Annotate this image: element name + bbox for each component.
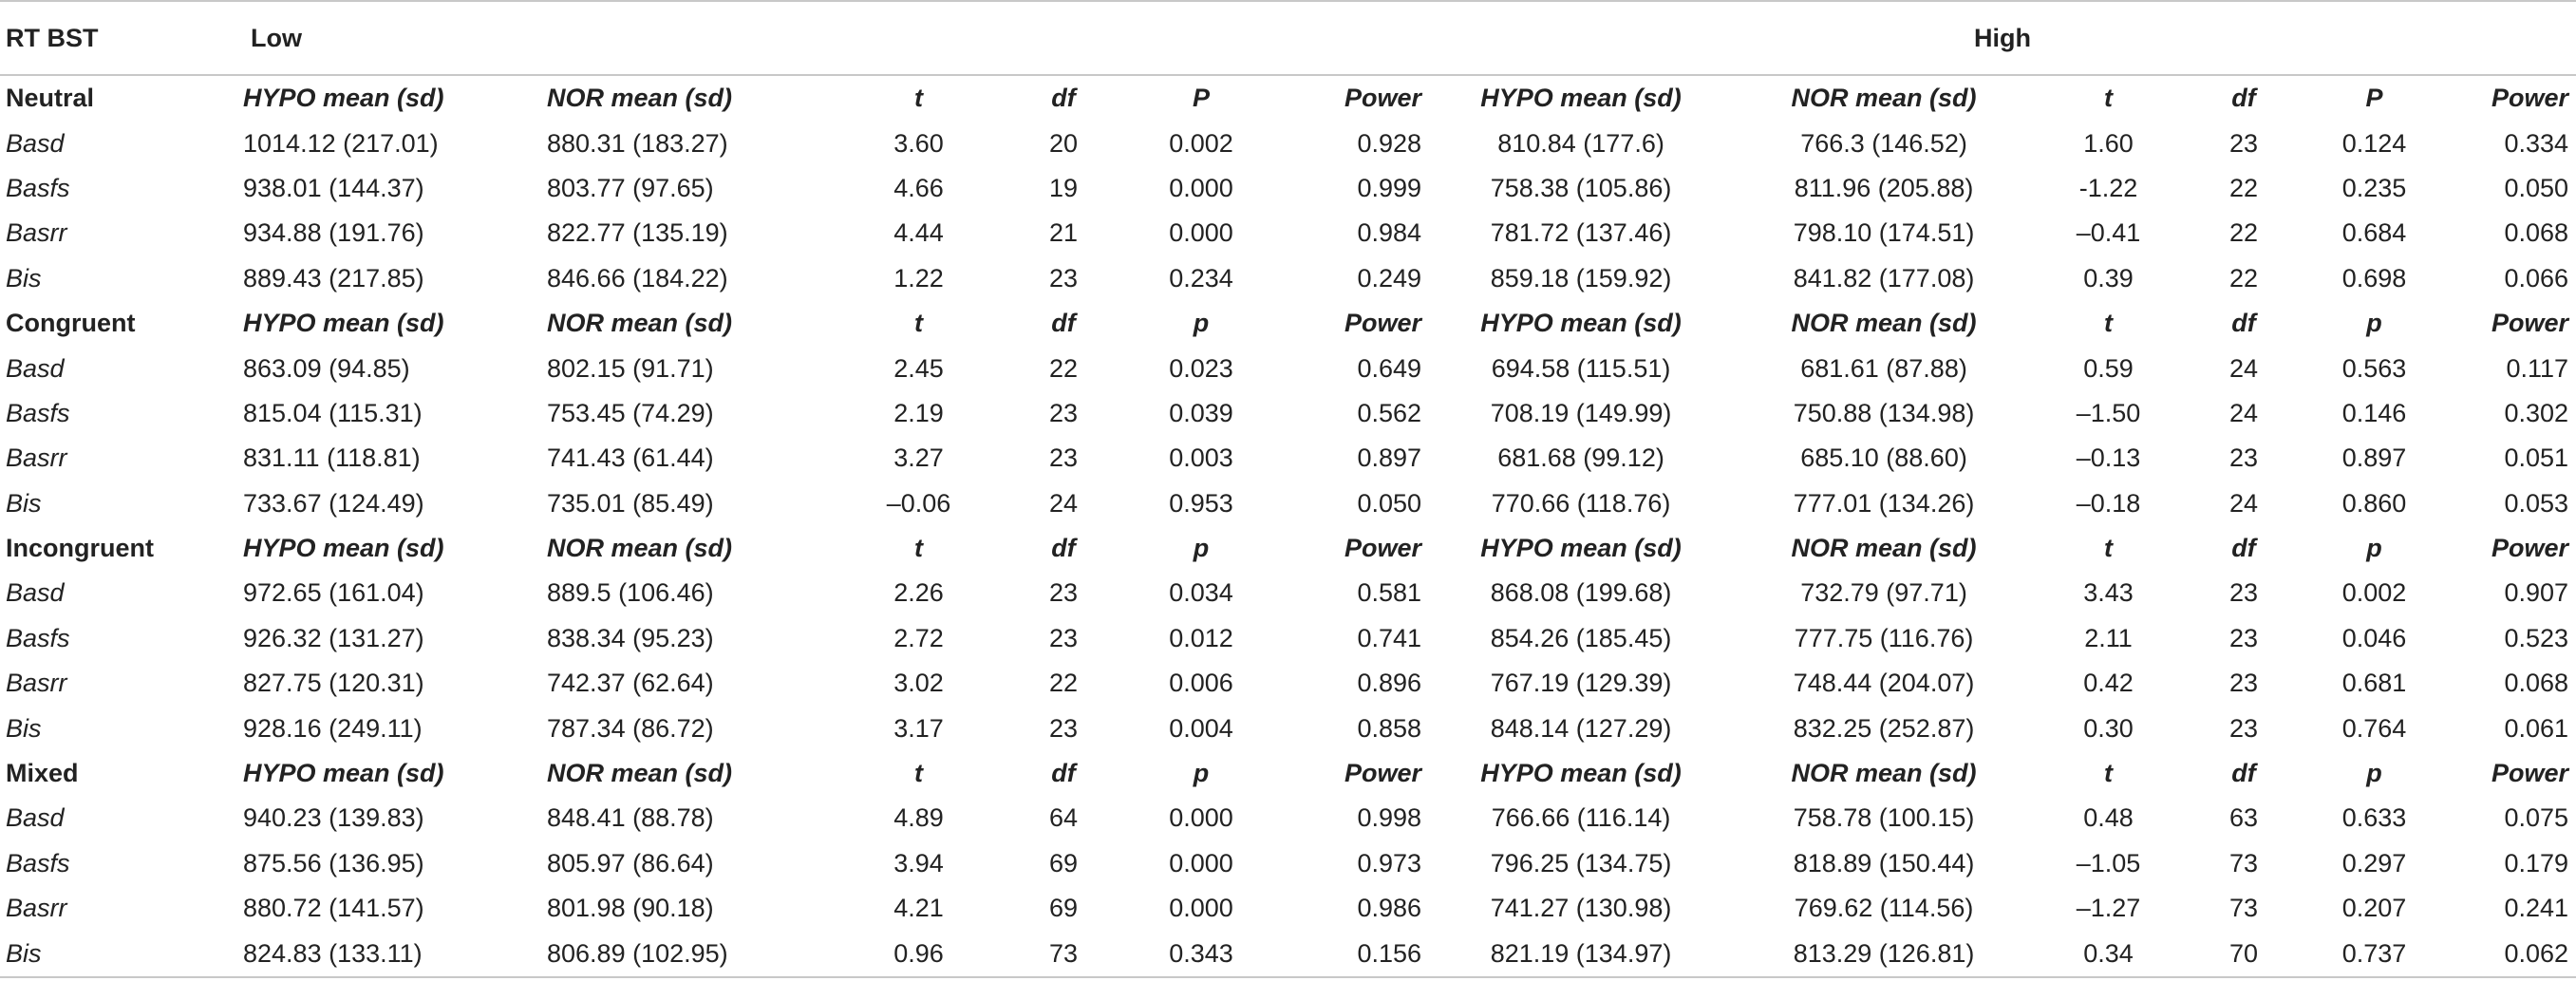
table-cell: 4.44 bbox=[893, 218, 944, 248]
table-cell: 0.897 bbox=[1357, 443, 1422, 473]
table-cell: 681.68 (99.12) bbox=[1497, 443, 1664, 473]
table-cell: 0.000 bbox=[1169, 218, 1233, 248]
table-cell: 889.43 (217.85) bbox=[243, 263, 424, 292]
row-label: Basd bbox=[6, 803, 65, 833]
table-cell: 0.737 bbox=[2305, 931, 2443, 976]
column-header: Power bbox=[1344, 84, 1422, 113]
table-row bbox=[0, 346, 2576, 390]
table-cell: 748.44 (204.07) bbox=[1793, 669, 1975, 698]
table-cell: 0.002 bbox=[1169, 128, 1233, 158]
section-header-row bbox=[0, 75, 2576, 121]
table-cell: 940.23 (139.83) bbox=[243, 803, 424, 833]
table-cell: 0.146 bbox=[2341, 398, 2407, 427]
table-cell: 681.61 (87.88) bbox=[1800, 353, 1967, 383]
table-cell: 0.000 bbox=[1169, 173, 1233, 202]
column-header: df bbox=[2231, 534, 2256, 563]
table-cell: 818.89 (150.44) bbox=[1793, 848, 1975, 877]
table-cell: 0.986 bbox=[1357, 894, 1422, 923]
row-label: Bis bbox=[6, 263, 42, 292]
table-cell: 815.04 (115.31) bbox=[243, 398, 423, 427]
table-cell: 0.234 bbox=[1169, 263, 1233, 292]
table-cell: 0.075 bbox=[2504, 803, 2569, 833]
table-cell: 0.30 bbox=[2083, 713, 2134, 743]
table-cell: 767.19 (129.39) bbox=[1490, 669, 1672, 698]
table-cell: 0.96 bbox=[845, 931, 992, 976]
table-cell: 24 bbox=[2229, 488, 2259, 518]
table-cell: 0.897 bbox=[2341, 443, 2407, 473]
table-cell: 750.88 (134.98) bbox=[1793, 398, 1975, 427]
table-cell: 23 bbox=[2229, 578, 2259, 608]
section-title: Incongruent bbox=[6, 534, 154, 563]
table-cell: 1.22 bbox=[893, 263, 944, 292]
column-header: NOR mean (sd) bbox=[547, 84, 733, 113]
table-cell: 23 bbox=[2229, 128, 2259, 158]
table-cell: 23 bbox=[1048, 443, 1079, 473]
column-header: df bbox=[1051, 759, 1076, 788]
table-cell: 806.89 (102.95) bbox=[541, 931, 845, 976]
table-cell: 2.45 bbox=[893, 353, 944, 383]
table-cell: 766.3 (146.52) bbox=[1800, 128, 1967, 158]
table-cell: 23 bbox=[1048, 398, 1079, 427]
table-cell: 0.156 bbox=[1268, 931, 1429, 976]
table-cell: 0.860 bbox=[2341, 488, 2407, 518]
table-cell: 972.65 (161.04) bbox=[243, 578, 424, 608]
row-label: Basd bbox=[6, 128, 65, 158]
column-header: df bbox=[2231, 84, 2256, 113]
table-cell: 758.38 (105.86) bbox=[1490, 173, 1672, 202]
table-cell: 73 bbox=[2229, 894, 2259, 923]
table-cell: 0.004 bbox=[1169, 713, 1233, 743]
table-row bbox=[0, 931, 2576, 976]
column-header: p bbox=[2366, 309, 2382, 338]
high-group-header: High bbox=[1429, 1, 2576, 75]
table-cell: 0.741 bbox=[1357, 623, 1422, 652]
table-cell: 803.77 (97.65) bbox=[547, 173, 714, 202]
table-cell: 0.050 bbox=[1357, 488, 1422, 518]
column-header: NOR mean (sd) bbox=[1791, 84, 1977, 113]
table-cell: 777.01 (134.26) bbox=[1793, 488, 1975, 518]
table-cell: 769.62 (114.56) bbox=[1794, 894, 1974, 923]
column-header: t bbox=[2104, 534, 2114, 563]
column-header: df bbox=[1051, 534, 1076, 563]
table-cell: –1.05 bbox=[2076, 848, 2141, 877]
section-header-row bbox=[0, 526, 2576, 571]
table-cell: 741.43 (61.44) bbox=[547, 443, 714, 473]
column-header: p bbox=[2366, 534, 2382, 563]
table-cell: 0.046 bbox=[2341, 623, 2407, 652]
row-label: Bis bbox=[6, 488, 42, 518]
table-cell: 0.235 bbox=[2341, 173, 2407, 202]
table-cell: 23 bbox=[1048, 623, 1079, 652]
row-label: Basfs bbox=[6, 848, 70, 877]
section-title: Congruent bbox=[6, 309, 136, 338]
table-cell: 0.012 bbox=[1169, 623, 1233, 652]
column-header: t bbox=[914, 309, 923, 338]
table-cell: 0.928 bbox=[1357, 128, 1422, 158]
table-cell: 0.000 bbox=[1169, 894, 1233, 923]
table-cell: 0.523 bbox=[2504, 623, 2569, 652]
table-cell: 0.051 bbox=[2504, 443, 2569, 473]
table-cell: 69 bbox=[1048, 894, 1079, 923]
table-cell: 848.14 (127.29) bbox=[1490, 713, 1672, 743]
table-cell: 24 bbox=[2229, 353, 2259, 383]
table-cell: 889.5 (106.46) bbox=[547, 578, 714, 608]
row-label: Bis bbox=[6, 713, 42, 743]
table-cell: 846.66 (184.22) bbox=[547, 263, 728, 292]
column-header: HYPO mean (sd) bbox=[243, 84, 444, 113]
table-cell: 801.98 (90.18) bbox=[547, 894, 714, 923]
table-cell: 926.32 (131.27) bbox=[243, 623, 424, 652]
table-cell: 0.334 bbox=[2504, 128, 2569, 158]
section-title: Mixed bbox=[6, 759, 79, 788]
table-cell: 827.75 (120.31) bbox=[243, 669, 424, 698]
table-row bbox=[0, 571, 2576, 615]
table-cell: 811.96 (205.88) bbox=[1794, 173, 1974, 202]
table-cell: 20 bbox=[1048, 128, 1079, 158]
table-cell: 0.053 bbox=[2504, 488, 2569, 518]
column-header: Power bbox=[2491, 309, 2569, 338]
table-cell: 0.984 bbox=[1357, 218, 1422, 248]
column-header: NOR mean (sd) bbox=[1791, 534, 1977, 563]
row-label: Basfs bbox=[6, 623, 70, 652]
table-header-row bbox=[0, 1, 2576, 75]
table-cell: 0.34 bbox=[2035, 931, 2182, 976]
column-header: P bbox=[2365, 84, 2383, 113]
table-row bbox=[0, 481, 2576, 526]
table-cell: 0.39 bbox=[2083, 263, 2134, 292]
table-cell: 0.48 bbox=[2083, 803, 2134, 833]
table-cell: 0.002 bbox=[2341, 578, 2407, 608]
column-header: HYPO mean (sd) bbox=[1480, 84, 1682, 113]
table-cell: 0.563 bbox=[2341, 353, 2407, 383]
table-cell: 934.88 (191.76) bbox=[243, 218, 424, 248]
table-cell: 781.72 (137.46) bbox=[1490, 218, 1672, 248]
table-cell: –0.41 bbox=[2076, 218, 2141, 248]
column-header: NOR mean (sd) bbox=[547, 759, 733, 788]
table-cell: 787.34 (86.72) bbox=[547, 713, 714, 743]
table-cell: 841.82 (177.08) bbox=[1793, 263, 1975, 292]
table-cell: –0.13 bbox=[2076, 443, 2141, 473]
table-cell: 24 bbox=[2229, 398, 2259, 427]
section-title: Neutral bbox=[6, 84, 95, 113]
row-label: Basfs bbox=[6, 398, 70, 427]
table-cell: 822.77 (135.19) bbox=[547, 218, 728, 248]
table-cell: 0.000 bbox=[1169, 848, 1233, 877]
table-cell: 938.01 (144.37) bbox=[243, 173, 424, 202]
column-header: Power bbox=[2491, 84, 2569, 113]
table-cell: 3.02 bbox=[893, 669, 944, 698]
column-header: P bbox=[1192, 84, 1210, 113]
column-header: Power bbox=[1344, 759, 1422, 788]
column-header: df bbox=[1051, 84, 1076, 113]
table-row bbox=[0, 661, 2576, 706]
table-cell: 777.75 (116.76) bbox=[1794, 623, 1974, 652]
column-header: Power bbox=[1344, 534, 1422, 563]
table-cell: 813.29 (126.81) bbox=[1733, 931, 2035, 976]
table-cell: 0.061 bbox=[2504, 713, 2569, 743]
column-header: df bbox=[1051, 309, 1076, 338]
table-cell: 848.41 (88.78) bbox=[547, 803, 714, 833]
table-cell: 3.43 bbox=[2083, 578, 2134, 608]
table-cell: 0.068 bbox=[2504, 669, 2569, 698]
table-cell: 63 bbox=[2229, 803, 2259, 833]
column-header: t bbox=[2104, 309, 2114, 338]
table-row bbox=[0, 391, 2576, 436]
table-cell: 824.83 (133.11) bbox=[237, 931, 541, 976]
table-cell: 0.066 bbox=[2504, 263, 2569, 292]
table-cell: 741.27 (130.98) bbox=[1490, 894, 1672, 923]
table-cell: 0.633 bbox=[2341, 803, 2407, 833]
table-cell: 735.01 (85.49) bbox=[547, 488, 714, 518]
column-header: t bbox=[2104, 759, 2114, 788]
table-cell: 753.45 (74.29) bbox=[547, 398, 714, 427]
table-cell: 0.062 bbox=[2443, 931, 2576, 976]
table-cell: 0.297 bbox=[2341, 848, 2407, 877]
table-cell: 796.25 (134.75) bbox=[1490, 848, 1672, 877]
table-cell: 22 bbox=[2229, 218, 2259, 248]
row-label: Basrr bbox=[6, 218, 67, 248]
table-cell: 880.31 (183.27) bbox=[547, 128, 728, 158]
table-cell: 732.79 (97.71) bbox=[1800, 578, 1967, 608]
column-header: HYPO mean (sd) bbox=[1480, 534, 1682, 563]
table-cell: 821.19 (134.97) bbox=[1429, 931, 1733, 976]
table-cell: 3.94 bbox=[893, 848, 944, 877]
table-cell: 0.858 bbox=[1357, 713, 1422, 743]
table-cell: 0.343 bbox=[1135, 931, 1268, 976]
table-cell: 0.241 bbox=[2504, 894, 2569, 923]
table-cell: 0.034 bbox=[1169, 578, 1233, 608]
row-label: Basrr bbox=[6, 669, 67, 698]
table-cell: 0.581 bbox=[1357, 578, 1422, 608]
table-cell: -1.22 bbox=[2078, 173, 2138, 202]
table-cell: 4.66 bbox=[893, 173, 944, 202]
table-cell: 0.42 bbox=[2083, 669, 2134, 698]
table-cell: 770.66 (118.76) bbox=[1491, 488, 1671, 518]
table-cell: 708.19 (149.99) bbox=[1490, 398, 1672, 427]
table-cell: 810.84 (177.6) bbox=[1497, 128, 1664, 158]
table-cell: 73 bbox=[2229, 848, 2259, 877]
table-row bbox=[0, 796, 2576, 840]
table-cell: 0.068 bbox=[2504, 218, 2569, 248]
table-cell: 0.179 bbox=[2504, 848, 2569, 877]
table-cell: 863.09 (94.85) bbox=[243, 353, 410, 383]
table-cell: 766.66 (116.14) bbox=[1491, 803, 1671, 833]
table-cell: 758.78 (100.15) bbox=[1793, 803, 1975, 833]
table-cell: 0.649 bbox=[1357, 353, 1422, 383]
table-cell: 875.56 (136.95) bbox=[243, 848, 424, 877]
column-header: p bbox=[1193, 309, 1210, 338]
column-header: df bbox=[2231, 309, 2256, 338]
table-cell: 22 bbox=[1048, 669, 1079, 698]
corner-header: RT BST bbox=[0, 1, 237, 75]
table-cell: 3.27 bbox=[893, 443, 944, 473]
table-cell: 0.050 bbox=[2504, 173, 2569, 202]
table-cell: 694.58 (115.51) bbox=[1491, 353, 1671, 383]
table-row bbox=[0, 436, 2576, 481]
table-cell: 1014.12 (217.01) bbox=[243, 128, 439, 158]
column-header: Power bbox=[2491, 534, 2569, 563]
table-cell: –0.06 bbox=[886, 488, 951, 518]
column-header: t bbox=[914, 759, 923, 788]
table-cell: 0.000 bbox=[1169, 803, 1233, 833]
table-cell: 2.11 bbox=[2084, 623, 2133, 652]
table-cell: 0.973 bbox=[1357, 848, 1422, 877]
table-cell: 0.117 bbox=[2506, 353, 2569, 383]
table-cell: 21 bbox=[1048, 218, 1079, 248]
table-row bbox=[0, 616, 2576, 661]
table-cell: 0.764 bbox=[2341, 713, 2407, 743]
column-header: Power bbox=[2491, 759, 2569, 788]
table-cell: 0.907 bbox=[2504, 578, 2569, 608]
table-cell: 4.21 bbox=[893, 894, 944, 923]
column-header: p bbox=[1193, 759, 1210, 788]
table-row bbox=[0, 841, 2576, 886]
table-cell: 23 bbox=[1048, 713, 1079, 743]
table-cell: 1.60 bbox=[2083, 128, 2134, 158]
table-cell: 0.006 bbox=[1169, 669, 1233, 698]
table-cell: 0.003 bbox=[1169, 443, 1233, 473]
column-header: Power bbox=[1344, 309, 1422, 338]
column-header: NOR mean (sd) bbox=[547, 309, 733, 338]
table-cell: 69 bbox=[1048, 848, 1079, 877]
section-header-row bbox=[0, 301, 2576, 346]
table-cell: 0.249 bbox=[1357, 263, 1422, 292]
table-cell: 22 bbox=[2229, 263, 2259, 292]
table-cell: 23 bbox=[1048, 263, 1079, 292]
column-header: HYPO mean (sd) bbox=[1480, 309, 1682, 338]
column-header: HYPO mean (sd) bbox=[243, 309, 444, 338]
table-cell: 70 bbox=[2182, 931, 2305, 976]
table-row bbox=[0, 706, 2576, 750]
section-header-row bbox=[0, 751, 2576, 796]
table-cell: 0.684 bbox=[2341, 218, 2407, 248]
row-label: Basd bbox=[6, 578, 65, 608]
table-row bbox=[0, 211, 2576, 255]
table-cell: 2.19 bbox=[893, 398, 944, 427]
table-cell: 23 bbox=[2229, 713, 2259, 743]
column-header: t bbox=[914, 534, 923, 563]
table-row bbox=[0, 166, 2576, 211]
table-cell: 22 bbox=[2229, 173, 2259, 202]
column-header: HYPO mean (sd) bbox=[1480, 759, 1682, 788]
low-group-header: Low bbox=[237, 1, 1429, 75]
table-cell: –0.18 bbox=[2076, 488, 2141, 518]
column-header: t bbox=[2104, 84, 2114, 113]
table-cell: 0.207 bbox=[2341, 894, 2407, 923]
table-cell: 0.999 bbox=[1357, 173, 1422, 202]
table-cell: 802.15 (91.71) bbox=[547, 353, 714, 383]
table-row bbox=[0, 121, 2576, 165]
table-cell: 73 bbox=[992, 931, 1135, 976]
table-cell: 0.562 bbox=[1357, 398, 1422, 427]
row-label: Basfs bbox=[6, 173, 70, 202]
column-header: df bbox=[2231, 759, 2256, 788]
column-header: HYPO mean (sd) bbox=[243, 534, 444, 563]
table-cell: 859.18 (159.92) bbox=[1490, 263, 1672, 292]
table-body bbox=[0, 75, 2576, 977]
row-label: Bis bbox=[0, 931, 237, 976]
table-cell: 22 bbox=[1048, 353, 1079, 383]
table-cell: 3.17 bbox=[893, 713, 944, 743]
table-cell: 685.10 (88.60) bbox=[1800, 443, 1967, 473]
table-cell: 880.72 (141.57) bbox=[243, 894, 424, 923]
table-cell: 798.10 (174.51) bbox=[1793, 218, 1975, 248]
table-cell: 0.302 bbox=[2504, 398, 2569, 427]
table-cell: 0.59 bbox=[2083, 353, 2134, 383]
column-header: NOR mean (sd) bbox=[1791, 759, 1977, 788]
table-cell: 23 bbox=[2229, 443, 2259, 473]
table-cell: 733.67 (124.49) bbox=[243, 488, 424, 518]
table-cell: 0.896 bbox=[1357, 669, 1422, 698]
table-cell: 23 bbox=[2229, 623, 2259, 652]
column-header: HYPO mean (sd) bbox=[243, 759, 444, 788]
table-cell: 0.698 bbox=[2341, 263, 2407, 292]
column-header: t bbox=[914, 84, 923, 113]
table-cell: 831.11 (118.81) bbox=[243, 443, 421, 473]
table-cell: 4.89 bbox=[893, 803, 944, 833]
table-cell: 868.08 (199.68) bbox=[1490, 578, 1672, 608]
row-label: Basrr bbox=[6, 443, 67, 473]
table-cell: 3.60 bbox=[893, 128, 944, 158]
table-cell: 0.039 bbox=[1169, 398, 1233, 427]
table-cell: 0.953 bbox=[1169, 488, 1233, 518]
table-cell: 0.023 bbox=[1169, 353, 1233, 383]
column-header: p bbox=[1193, 534, 1210, 563]
table-cell: 23 bbox=[2229, 669, 2259, 698]
table-row bbox=[0, 256, 2576, 301]
column-header: p bbox=[2366, 759, 2382, 788]
row-label: Basd bbox=[6, 353, 65, 383]
table-cell: 2.26 bbox=[893, 578, 944, 608]
table-cell: 928.16 (249.11) bbox=[243, 713, 423, 743]
table-cell: 805.97 (86.64) bbox=[547, 848, 714, 877]
table-cell: 64 bbox=[1048, 803, 1079, 833]
table-cell: 0.998 bbox=[1357, 803, 1422, 833]
table-cell: 23 bbox=[1048, 578, 1079, 608]
table-cell: 0.124 bbox=[2341, 128, 2407, 158]
table-cell: 0.681 bbox=[2341, 669, 2407, 698]
table-row bbox=[0, 886, 2576, 931]
table-cell: 838.34 (95.23) bbox=[547, 623, 714, 652]
table-cell: 742.37 (62.64) bbox=[547, 669, 714, 698]
table-cell: 854.26 (185.45) bbox=[1490, 623, 1672, 652]
column-header: NOR mean (sd) bbox=[547, 534, 733, 563]
table-cell: 19 bbox=[1048, 173, 1079, 202]
row-label: Basrr bbox=[6, 894, 67, 923]
table-cell: –1.50 bbox=[2076, 398, 2141, 427]
table-cell: 24 bbox=[1048, 488, 1079, 518]
table-cell: 2.72 bbox=[893, 623, 944, 652]
table-cell: 832.25 (252.87) bbox=[1793, 713, 1975, 743]
column-header: NOR mean (sd) bbox=[1791, 309, 1977, 338]
table-cell: –1.27 bbox=[2076, 894, 2141, 923]
